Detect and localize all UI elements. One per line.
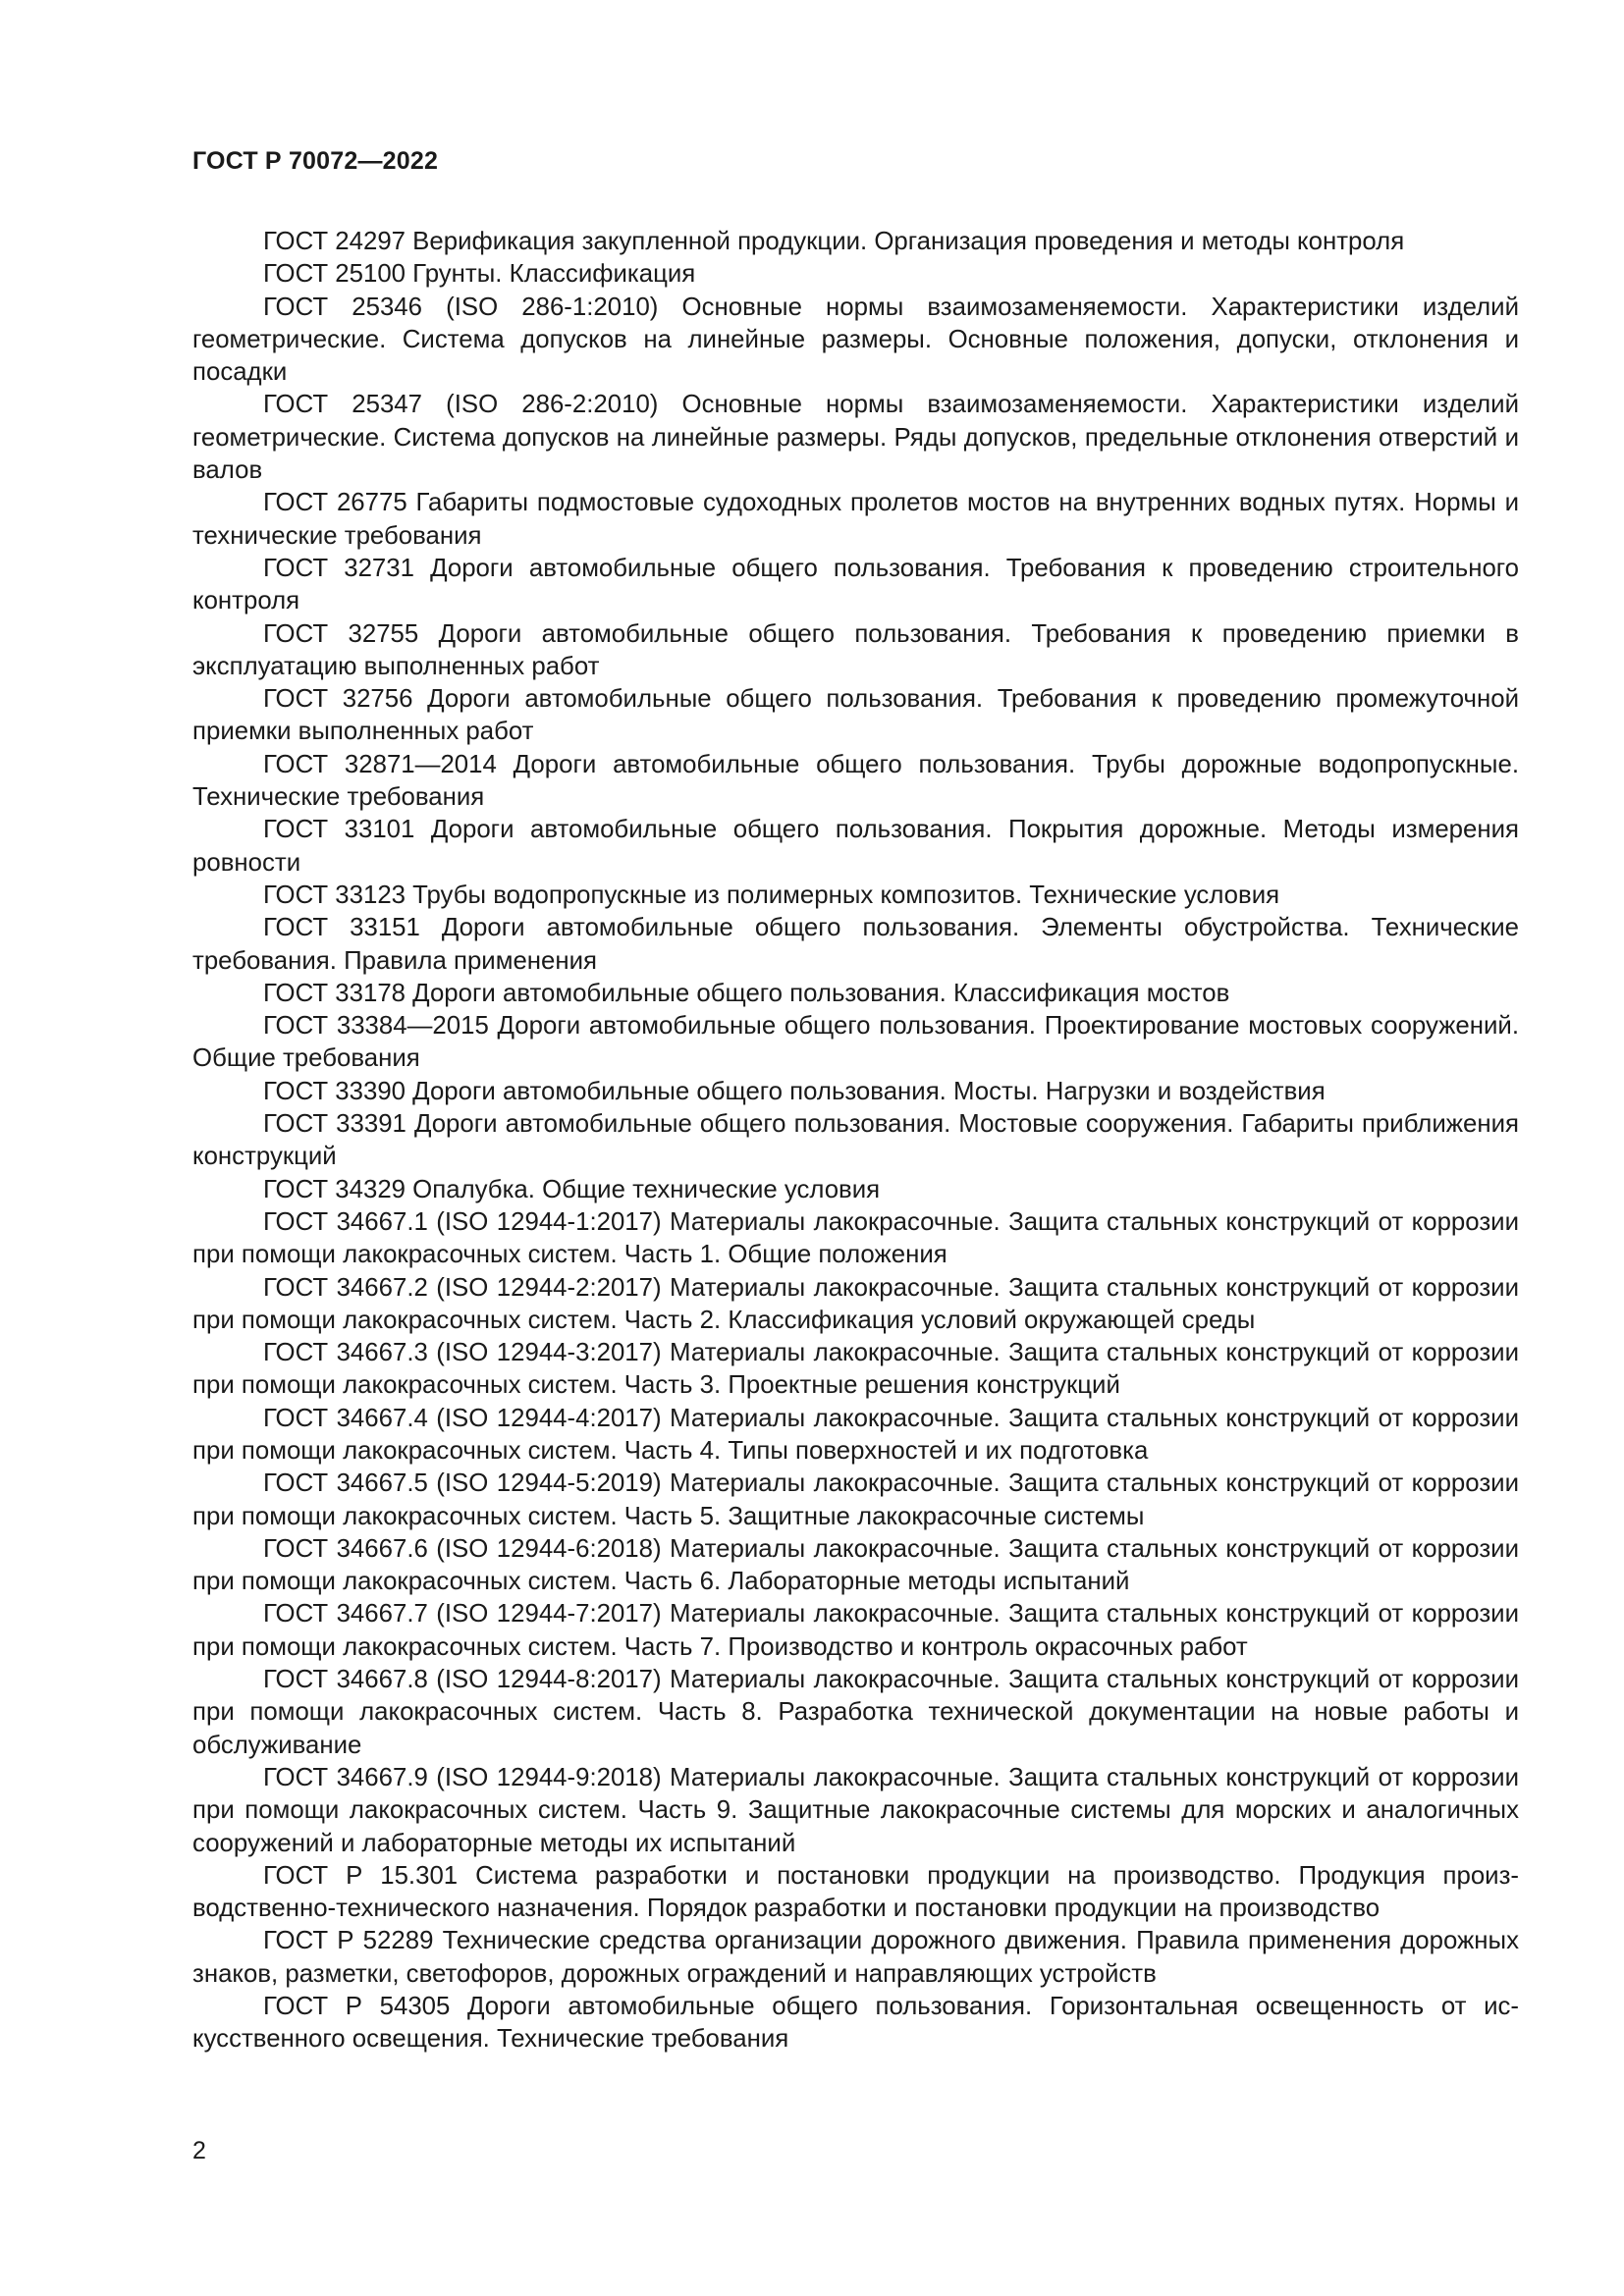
reference-entry: ГОСТ 33390 Дороги автомобильные общего пользования. Мосты. Нагрузки и воздействия — [263, 1077, 1326, 1105]
reference-entry: ГОСТ 32755 Дороги автомобильные общего пользования. Требования к проведению приемки в эксплуатацию выполненных работ — [192, 619, 1519, 680]
page-number: 2 — [192, 2137, 206, 2164]
reference-entry: ГОСТ 33391 Дороги автомобильные общего пользования. Мостовые сооружения. Габариты приближения конструкций — [192, 1110, 1519, 1171]
reference-entry: ГОСТ Р 54305 Дороги автомобильные общего пользования. Горизонтальная освещенность от искусственного освещения. Технические требования — [192, 1993, 1519, 2054]
reference-entry: ГОСТ 26775 Габариты подмостовые судоходных пролетов мостов на внутренних водных путях. Нормы и технические требования — [192, 489, 1519, 550]
reference-entry: ГОСТ 32871—2014 Дороги автомобильные общего пользования. Трубы дорожные водопропускные. Технические требования — [192, 750, 1519, 812]
reference-entry: ГОСТ 34667.4 (ISO 12944-4:2017) Материалы лакокрасочные. Защита стальных конструкций от коррозии при помощи лакокрасочных систем. Часть 4. Типы поверхностей и их подготовка — [192, 1404, 1519, 1465]
reference-entry: ГОСТ 32731 Дороги автомобильные общего пользования. Требования к проведению строительного контроля — [192, 554, 1519, 615]
reference-entry: ГОСТ 34667.3 (ISO 12944-3:2017) Материалы лакокрасочные. Защита стальных конструкций от коррозии при помощи лакокрасочных систем. Часть 3. Проектные решения конструкций — [192, 1339, 1519, 1400]
reference-entry: ГОСТ 34667.8 (ISO 12944-8:2017) Материалы лакокрасочные. Защита стальных конструкций от коррозии при помощи лакокрасочных систем. Часть 8. Разработка технической документации на новые работы и обслуживание — [192, 1666, 1519, 1759]
reference-entry: ГОСТ 25100 Грунты. Классификация — [263, 260, 696, 289]
reference-entry: ГОСТ 34667.6 (ISO 12944-6:2018) Материалы лакокрасочные. Защита стальных конструкций от коррозии при помощи лакокрасочных систем. Часть 6. Лабораторные методы испытаний — [192, 1534, 1519, 1596]
reference-entry: ГОСТ Р 52289 Технические средства организации дорожного движения. Правила применения дорожных знаков, разметки, светофоров, дорожных ограждений и направляющих устройств — [192, 1927, 1519, 1988]
normative-references-list — [192, 226, 1519, 2056]
reference-entry: ГОСТ 33178 Дороги автомобильные общего пользования. Классификация мостов — [263, 979, 1230, 1007]
page-header-standard-id: ГОСТ Р 70072—2022 — [192, 147, 439, 175]
reference-entry: ГОСТ 33151 Дороги автомобильные общего пользования. Элементы обустройства. Технические требования. Правила применения — [192, 914, 1519, 975]
reference-entry: ГОСТ 34667.7 (ISO 12944-7:2017) Материалы лакокрасочные. Защита стальных конструкций от коррозии при помощи лакокрасочных систем. Часть 7. Производство и контроль окрасочных работ — [192, 1600, 1519, 1661]
reference-entry: ГОСТ 25347 (ISO 286-2:2010) Основные нормы взаимозаменяемости. Характеристики изделий геометрические. Система допусков на линейные размеры. Ряды допусков, предельные отклонения отверстий и валов — [192, 391, 1519, 485]
reference-entry: ГОСТ 34667.9 (ISO 12944-9:2018) Материалы лакокрасочные. Защита стальных конструкций от коррозии при помощи лакокрасочных систем. Часть 9. Защитные лакокрасочные системы для морских и аналогичных сооружений и лабораторные методы их испытаний — [192, 1763, 1519, 1857]
reference-entry: ГОСТ 25346 (ISO 286-1:2010) Основные нормы взаимозаменяемости. Характеристики изделий геометрические. Система допусков на линейные размеры. Основные положения, допуски, отклонения и посадки — [192, 293, 1519, 387]
reference-entry: ГОСТ 24297 Верификация закупленной продукции. Организация проведения и методы контроля — [263, 228, 1405, 255]
reference-entry: ГОСТ 33384—2015 Дороги автомобильные общего пользования. Проектирование мостовых сооружений. Общие требования — [192, 1012, 1519, 1073]
reference-entry: ГОСТ 32756 Дороги автомобильные общего пользования. Требования к проведению промежуточной приемки выполненных работ — [192, 685, 1519, 746]
reference-entry: ГОСТ Р 15.301 Система разработки и постановки продукции на производство. Продукция производственно-технического назначения. Порядок разработки и постановки продукции на производство — [192, 1861, 1519, 1923]
reference-entry: ГОСТ 33123 Трубы водопропускные из полимерных композитов. Технические условия — [263, 881, 1280, 909]
reference-entry: ГОСТ 34667.5 (ISO 12944-5:2019) Материалы лакокрасочные. Защита стальных конструкций от коррозии при помощи лакокрасочных систем. Часть 5. Защитные лакокрасочные системы — [192, 1469, 1519, 1530]
reference-entry: ГОСТ 34667.2 (ISO 12944-2:2017) Материалы лакокрасочные. Защита стальных конструкций от коррозии при помощи лакокрасочных систем. Часть 2. Классификация условий окружающей среды — [192, 1273, 1519, 1334]
reference-entry: ГОСТ 34329 Опалубка. Общие технические условия — [263, 1175, 881, 1203]
reference-entry: ГОСТ 33101 Дороги автомобильные общего пользования. Покрытия дорожные. Методы измерения ровности — [192, 816, 1519, 877]
reference-entry: ГОСТ 34667.1 (ISO 12944-1:2017) Материалы лакокрасочные. Защита стальных конструкций от коррозии при помощи лакокрасочных систем. Часть 1. Общие положения — [192, 1207, 1519, 1269]
